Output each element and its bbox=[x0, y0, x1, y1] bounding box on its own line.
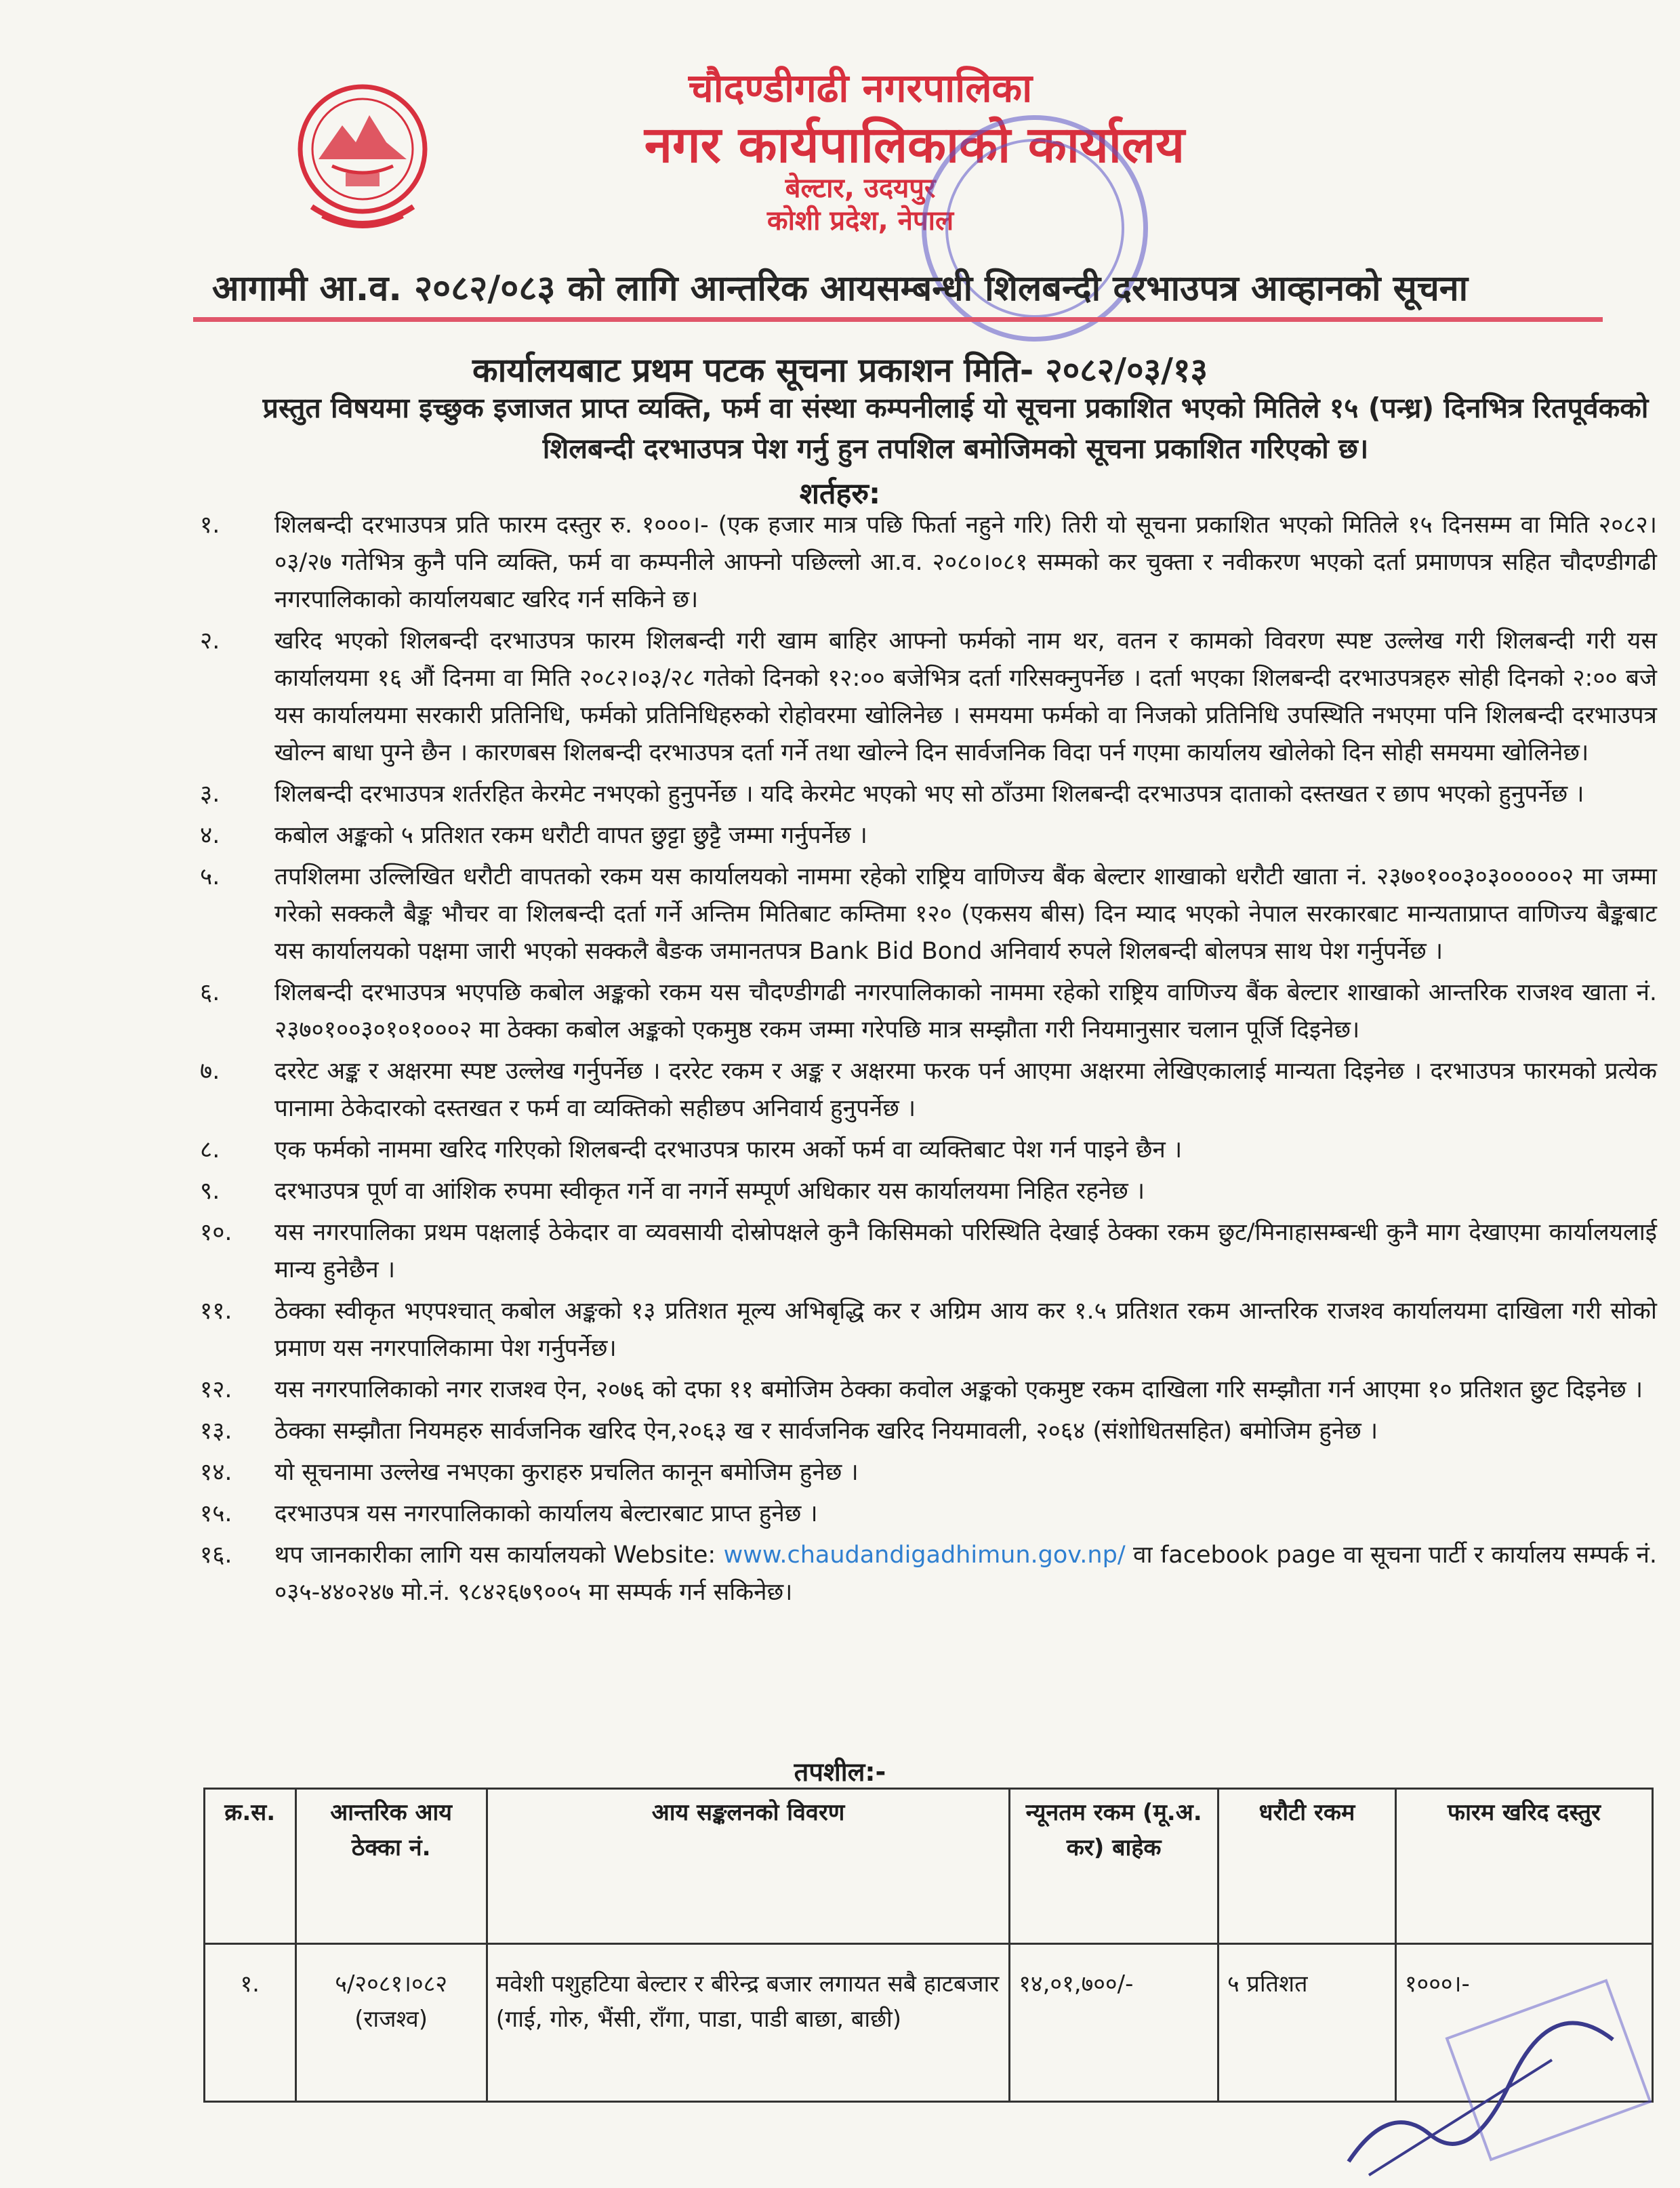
condition-item bbox=[186, 507, 1657, 619]
condition-text: ठेक्का सम्झौता नियमहरु सार्वजनिक खरिद ऐन,२०६३ ख र सार्वजनिक खरिद नियमावली, २०६४ (संशोधितसहित) बमोजिम हुनेछ । bbox=[274, 1418, 1378, 1445]
schedule-heading: तपशील:- bbox=[794, 1757, 886, 1787]
cell-description: मवेशी पशुहटिया बेल्टार र बीरेन्द्र बजार लगायत सबै हाटबजार (गाई, गोरु, भैंसी, राँगा, पाडा, पाडी बाछा, बाछी) bbox=[487, 1944, 1009, 2102]
header-divider bbox=[193, 317, 1603, 322]
notice-intro: प्रस्तुत विषयमा इच्छुक इजाजत प्राप्त व्यक्ति, फर्म वा संस्था कम्पनीलाई यो सूचना प्रकाशित भएको मितिले १५ (पन्ध्र) दिनभित्र रितपूर्वकको शिलबन्दी दरभाउपत्र पेश गर्नु हुन तपशिल बमोजिमको सूचना प्रकाशित गरिएको छ। bbox=[262, 392, 1649, 465]
cell-form-fee: १०००।- bbox=[1395, 1944, 1652, 2102]
cell-min-amount: १४,०१,७००/- bbox=[1010, 1944, 1218, 2102]
condition-item bbox=[186, 1173, 1657, 1210]
condition-number: १४. bbox=[200, 1459, 232, 1486]
conditions-heading: शर्तहरु: bbox=[799, 477, 881, 511]
cell-deposit: ५ प्रतिशत bbox=[1218, 1944, 1395, 2102]
condition-text: शिलबन्दी दरभाउपत्र भएपछि कबोल अङ्कको रकम यस चौदण्डीगढी नगरपालिकाको नाममा रहेको राष्ट्रिय वाणिज्य बैंक बेल्टार शाखाको आन्तरिक राजश्व खाता नं. २३७०१००३०१०१०००२ मा ठेक्का कबोल अङ्कको एकमुष्ठ रकम जम्मा गरेपछि मात्र सम्झौता गरी नियमानुसार चलान पूर्जि दिइनेछ। bbox=[274, 979, 1657, 1044]
cell-serial: १. bbox=[205, 1944, 296, 2102]
condition-item bbox=[186, 1132, 1657, 1169]
condition-item bbox=[186, 1214, 1657, 1289]
condition-number: ५. bbox=[200, 863, 220, 890]
condition-text: एक फर्मको नाममा खरिद गरिएको शिलबन्दी दरभाउपत्र फारम अर्को फर्म वा व्यक्तिबाट पेश गर्न पाइने छैन । bbox=[274, 1136, 1183, 1163]
condition-number: ७. bbox=[200, 1058, 220, 1085]
condition-number: ६. bbox=[200, 979, 220, 1006]
column-header: आय सङ्कलनको विवरण bbox=[487, 1789, 1009, 1944]
condition-text: ठेक्का स्वीकृत भएपश्चात् कबोल अङ्कको १३ प्रतिशत मूल्य अभिबृद्धि कर र अग्रिम आय कर १.५ प्रतिशत रकम आन्तरिक राजश्व कार्यालयमा दाखिला गरी सोको प्रमाण यस नगरपालिकामा पेश गर्नुपर्नेछ। bbox=[274, 1298, 1657, 1362]
condition-item bbox=[186, 1454, 1657, 1491]
condition-item bbox=[186, 974, 1657, 1049]
condition-number: १२. bbox=[200, 1376, 232, 1403]
condition-item bbox=[186, 1293, 1657, 1367]
condition-text: शिलबन्दी दरभाउपत्र शर्तरहित केरमेट नभएको हुनुपर्नेछ । यदि केरमेट भएको भए सो ठाँउमा शिलबन्दी दरभाउपत्र दाताको दस्तखत र छाप भएको हुनुपर्नेछ । bbox=[274, 781, 1584, 808]
condition-number: ११. bbox=[200, 1298, 232, 1325]
condition-item bbox=[186, 776, 1657, 813]
cell-contract-no: ५/२०८१।०८२ (राजश्व) bbox=[295, 1944, 487, 2102]
condition-text: तपशिलमा उल्लिखित धरौटी वापतको रकम यस कार्यालयको नाममा रहेको राष्ट्रिय वाणिज्य बैंक बेल्टार शाखाको धरौटी खाता नं. २३७०१००३०३०००००२ मा जम्मा गरेको सक्कलै बैङ्क भौचर वा शिलबन्दी दर्ता गर्ने अन्तिम मितिबाट कम्तिमा १२० (एकसय बीस) दिन म्याद भएको नेपाल सरकारबाट मान्यताप्राप्त वाणिज्य बैङ्कबाट यस कार्यालयको पक्षमा जारी भएको सक्कलै बैङक जमानतपत्र Bank Bid Bond अनिवार्य रुपले शिलबन्दी बोलपत्र साथ पेश गर्नुपर्नेछ । bbox=[274, 863, 1657, 965]
column-header: फारम खरिद दस्तुर bbox=[1395, 1789, 1652, 1944]
condition-text: यो सूचनामा उल्लेख नभएका कुराहरु प्रचलित कानून बमोजिम हुनेछ । bbox=[274, 1459, 859, 1486]
column-header: धरौटी रकम bbox=[1218, 1789, 1395, 1944]
condition-number: २. bbox=[200, 627, 220, 655]
condition-text: यस नगरपालिका प्रथम पक्षलाई ठेकेदार वा व्यवसायी दोस्रोपक्षले कुनै किसिमको परिस्थिति देखाई ठेक्का रकम छुट/मिनाहासम्बन्धी कुनै माग देखाएमा कार्यालयलाई मान्य हुनेछैन । bbox=[274, 1219, 1657, 1283]
condition-text: दरभाउपत्र पूर्ण वा आंशिक रुपमा स्वीकृत गर्ने वा नगर्ने सम्पूर्ण अधिकार यस कार्यालयमा निहित रहनेछ । bbox=[274, 1178, 1145, 1205]
condition-item bbox=[186, 1371, 1657, 1409]
condition-number: ३. bbox=[200, 781, 220, 808]
contact-text-before: थप जानकारीका लागि यस कार्यालयको Website: bbox=[274, 1542, 724, 1569]
condition-item bbox=[186, 1053, 1657, 1128]
column-header: क्र.स. bbox=[205, 1789, 296, 1944]
website-link[interactable]: www.chaudandigadhimun.gov.np/ bbox=[723, 1542, 1126, 1569]
condition-text bbox=[274, 1537, 1657, 1611]
municipality-name: चौदण्डीगढी नगरपालिका bbox=[688, 65, 1033, 111]
condition-number: १. bbox=[200, 512, 220, 539]
condition-number: ९. bbox=[200, 1178, 220, 1205]
condition-number: १५. bbox=[200, 1500, 232, 1527]
conditions-list bbox=[186, 507, 1657, 1615]
condition-number: १६. bbox=[200, 1542, 232, 1569]
condition-text: यस नगरपालिकाको नगर राजश्व ऐन, २०७६ को दफा ११ बमोजिम ठेक्का कवोल अङ्कको एकमुष्ट रकम दाखिला गरि सम्झौता गर्न आएमा १० प्रतिशत छुट दिइनेछ । bbox=[274, 1376, 1643, 1403]
condition-item bbox=[186, 623, 1657, 772]
condition-text: दररेट अङ्क र अक्षरमा स्पष्ट उल्लेख गर्नुपर्नेछ । दररेट रकम र अङ्क र अक्षरमा फरक पर्न आएमा अक्षरमा लेखिएकालाई मान्यता दिइनेछ । दरभाउपत्र फारमको प्रत्येक पानामा ठेकेदारको दस्तखत र फर्म वा व्यक्तिको सहीछप अनिवार्य हुनुपर्नेछ । bbox=[274, 1058, 1657, 1122]
column-header: आन्तरिक आय ठेक्का नं. bbox=[295, 1789, 487, 1944]
notice-title: आगामी आ.व. २०८२/०८३ को लागि आन्तरिक आयसम्बन्धी शिलबन्दी दरभाउपत्र आव्हानको सूचना bbox=[211, 268, 1469, 309]
condition-text: खरिद भएको शिलबन्दी दरभाउपत्र फारम शिलबन्दी गरी खाम बाहिर आफ्नो फर्मको नाम थर, वतन र कामको विवरण स्पष्ट उल्लेख गरी शिलबन्दी गरी यस कार्यालयमा १६ औं दिनमा वा मिति २०८२।०३/२८ गतेको दिनको १२:०० बजेभित्र दर्ता गरिसक्नुपर्नेछ । दर्ता भएका शिलबन्दी दरभाउपत्रहरु सोही दिनको २:०० बजे यस कार्यालयमा सरकारी प्रतिनिधि, फर्मको प्रतिनिधिहरुको रोहोवरमा खोलिनेछ । समयमा फर्मको वा निजको प्रतिनिधि उपस्थिति नभएमा पनि शिलबन्दी दरभाउपत्र खोल्न बाधा पुग्ने छैन । कारणबस शिलबन्दी दरभाउपत्र दर्ता गर्ने तथा खोल्ने दिन सार्वजनिक विदा पर्न गएमा कार्यालय खोलेको दिन सोही समयमा खोलिनेछ। bbox=[274, 627, 1657, 766]
publication-date: कार्यालयबाट प्रथम पटक सूचना प्रकाशन मिति- २०८२/०३/१३ bbox=[472, 351, 1208, 390]
contact-text-after: वा facebook page वा सूचना पार्टी र कार्यालय सम्पर्क नं. ०३५-४४०२४७ मो.नं. ९८४२६७९००५ मा सम्पर्क गर्न सकिनेछ। bbox=[274, 1542, 1657, 1606]
condition-number: १३. bbox=[200, 1418, 232, 1445]
condition-text: दरभाउपत्र यस नगरपालिकाको कार्यालय बेल्टारबाट प्राप्त हुनेछ । bbox=[274, 1500, 818, 1527]
condition-item bbox=[186, 1537, 1657, 1611]
column-header: न्यूनतम रकम (मू.अ. कर) बाहेक bbox=[1010, 1789, 1218, 1944]
office-name: नगर कार्यपालिकाको कार्यालय bbox=[644, 116, 1185, 174]
condition-item bbox=[186, 817, 1657, 854]
office-province: कोशी प्रदेश, नेपाल bbox=[766, 205, 954, 236]
condition-item bbox=[186, 1413, 1657, 1450]
condition-text: कबोल अङ्कको ५ प्रतिशत रकम धरौटी वापत छुट्टा छुट्टै जम्मा गर्नुपर्नेछ । bbox=[274, 822, 867, 849]
signature-icon bbox=[1328, 1979, 1654, 2182]
condition-number: १०. bbox=[200, 1219, 232, 1246]
office-address: बेल्टार, उदयपुर bbox=[785, 173, 936, 204]
condition-item bbox=[186, 1495, 1657, 1533]
condition-text: शिलबन्दी दरभाउपत्र प्रति फारम दस्तुर रु. १०००।- (एक हजार मात्र पछि फिर्ता नहुने गरि) तिरी यो सूचना प्रकाशित भएको मितिले १५ दिनसम्म वा मिति २०८२।०३/२७ गतेभित्र कुनै पनि व्यक्ति, फर्म वा कम्पनीले आफ्नो पछिल्लो आ.व. २०८०।०८१ सम्मको कर चुक्ता र नवीकरण भएको दर्ता प्रमाणपत्र सहित चौदण्डीगढी नगरपालिकाको कार्यालयबाट खरिद गर्न सकिने छ। bbox=[274, 512, 1657, 613]
table-header-row bbox=[205, 1789, 1653, 1944]
condition-number: ८. bbox=[200, 1136, 220, 1163]
condition-item bbox=[186, 859, 1657, 970]
condition-number: ४. bbox=[200, 822, 220, 849]
